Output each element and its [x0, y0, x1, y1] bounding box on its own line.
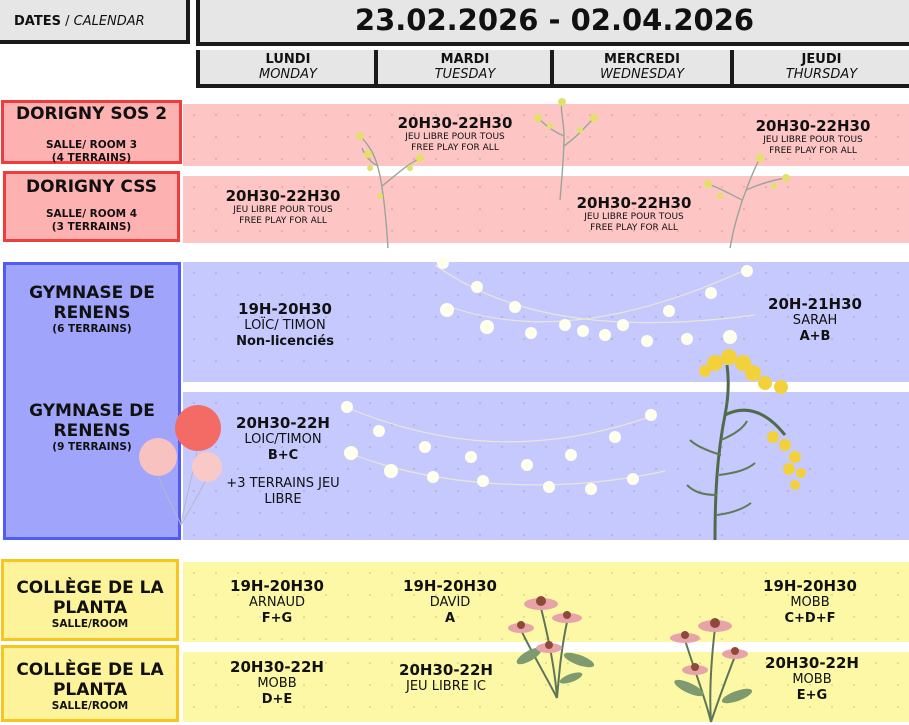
day-header-tuesday — [374, 50, 552, 88]
slot-renens9-monday — [208, 414, 358, 508]
dates-label: DATES — [14, 14, 61, 29]
slot-renens6-monday — [210, 300, 360, 350]
slot-group: Non-licenciés — [236, 334, 334, 349]
date-range-box — [196, 0, 909, 46]
day-header-monday — [196, 50, 376, 88]
slot-fr: JEU LIBRE POUR TOUS — [584, 212, 684, 222]
slot-coach: MOBB — [792, 672, 832, 687]
slot-css-wednesday — [559, 194, 709, 234]
venue-name: COLLÈGE DE LA PLANTA — [16, 578, 164, 618]
day-fr: LUNDI — [265, 52, 311, 67]
venue-terrains: (9 TERRAINS) — [52, 441, 132, 453]
slot-group: D+E — [261, 692, 293, 707]
slot-group: C+D+F — [784, 611, 836, 626]
date-range-title: 23.02.2026 - 02.04.2026 — [354, 3, 755, 37]
yellow-flower-icon — [685, 345, 815, 545]
slot-group: F+G — [261, 611, 293, 626]
slot-coach: DAVID — [429, 595, 471, 610]
venue-room: SALLE/ROOM — [51, 618, 129, 630]
slot-time: 19H-20H30 — [403, 577, 497, 595]
slot-time: 20H30-22H — [765, 654, 859, 672]
slot-group: B+C — [267, 448, 299, 463]
venue-renens-6 — [6, 283, 178, 336]
day-header-thursday — [730, 50, 909, 88]
slot-coach: SARAH — [792, 313, 838, 328]
venue-terrains: (3 TERRAINS) — [51, 221, 132, 233]
slot-planta2-tuesday — [371, 661, 521, 695]
slot-planta1-tuesday — [375, 577, 525, 627]
venue-terrains: (6 TERRAINS) — [52, 323, 132, 335]
slot-en: FREE PLAY FOR ALL — [239, 216, 327, 226]
slot-time: 19H-20H30 — [763, 577, 857, 595]
day-en: WEDNESDAY — [599, 67, 685, 82]
slot-coach: JEU LIBRE IC — [406, 679, 486, 694]
venue-dorigny-css — [3, 171, 180, 242]
slot-sos2-tuesday — [380, 114, 530, 154]
day-header-wednesday — [550, 50, 730, 88]
slot-sos2-thursday — [738, 117, 888, 157]
venue-name: GYMNASE DE RENENS — [29, 283, 155, 323]
venue-dorigny-sos2 — [1, 100, 182, 164]
venue-room: SALLE/ ROOM 3 — [45, 139, 138, 151]
slot-en: FREE PLAY FOR ALL — [590, 223, 678, 233]
slot-planta1-thursday — [735, 577, 885, 627]
slot-coach: ARNAUD — [248, 595, 306, 610]
string-lights-icon — [335, 395, 665, 495]
venue-name: COLLÈGE DE LA PLANTA — [16, 660, 164, 700]
slot-css-monday — [208, 187, 358, 227]
slot-time: 20H-21H30 — [768, 295, 862, 313]
slot-en: FREE PLAY FOR ALL — [411, 143, 499, 153]
day-en: THURSDAY — [785, 67, 858, 82]
slot-coach: MOBB — [790, 595, 830, 610]
venue-name: GYMNASE DE RENENS — [29, 401, 155, 441]
slot-time: 20H30-22H — [230, 658, 324, 676]
slot-time: 20H30-22H — [236, 414, 330, 432]
slot-time: 19H-20H30 — [238, 300, 332, 318]
day-en: MONDAY — [258, 67, 318, 82]
wildflower-sprig-icon — [520, 96, 610, 206]
slot-time: 20H30-22H30 — [225, 187, 341, 205]
slot-en: FREE PLAY FOR ALL — [769, 146, 857, 156]
day-en: TUESDAY — [434, 67, 496, 82]
slot-coach: LOIC/TIMON — [244, 432, 322, 447]
slot-fr: JEU LIBRE POUR TOUS — [233, 205, 333, 215]
slot-fr: JEU LIBRE POUR TOUS — [405, 132, 505, 142]
slot-group: E+G — [796, 688, 828, 703]
venue-terrains: (4 TERRAINS) — [51, 152, 132, 164]
slot-extra: +3 TERRAINS JEU LIBRE — [226, 476, 340, 507]
slot-fr: JEU LIBRE POUR TOUS — [763, 135, 863, 145]
venue-room: SALLE/ROOM — [51, 700, 129, 712]
dates-label-box: DATES / CALENDAR — [0, 0, 190, 44]
calendar-label: CALENDAR — [73, 14, 145, 29]
slot-group: A — [444, 611, 456, 626]
day-fr: JEUDI — [801, 52, 842, 67]
slot-time: 20H30-22H — [399, 661, 493, 679]
day-fr: MARDI — [440, 52, 490, 67]
day-fr: MERCREDI — [604, 52, 680, 67]
slot-planta2-monday — [202, 658, 352, 708]
slot-time: 20H30-22H30 — [397, 114, 513, 132]
venue-planta-2 — [1, 645, 179, 722]
venue-room: SALLE/ ROOM 4 — [45, 208, 138, 220]
slot-time: 20H30-22H30 — [576, 194, 692, 212]
slot-time: 19H-20H30 — [230, 577, 324, 595]
string-lights-icon — [425, 255, 765, 355]
slot-coach: MOBB — [257, 676, 297, 691]
venue-name: DORIGNY SOS 2 — [15, 104, 168, 124]
venue-name: DORIGNY CSS — [26, 177, 157, 197]
slot-time: 20H30-22H30 — [755, 117, 871, 135]
slot-group: A+B — [799, 329, 831, 344]
venue-planta-1 — [1, 559, 179, 641]
slot-coach: LOÏC/ TIMON — [244, 318, 326, 333]
slot-renens6-thursday — [740, 295, 890, 345]
slot-planta2-thursday — [737, 654, 887, 704]
slot-planta1-monday — [202, 577, 352, 627]
